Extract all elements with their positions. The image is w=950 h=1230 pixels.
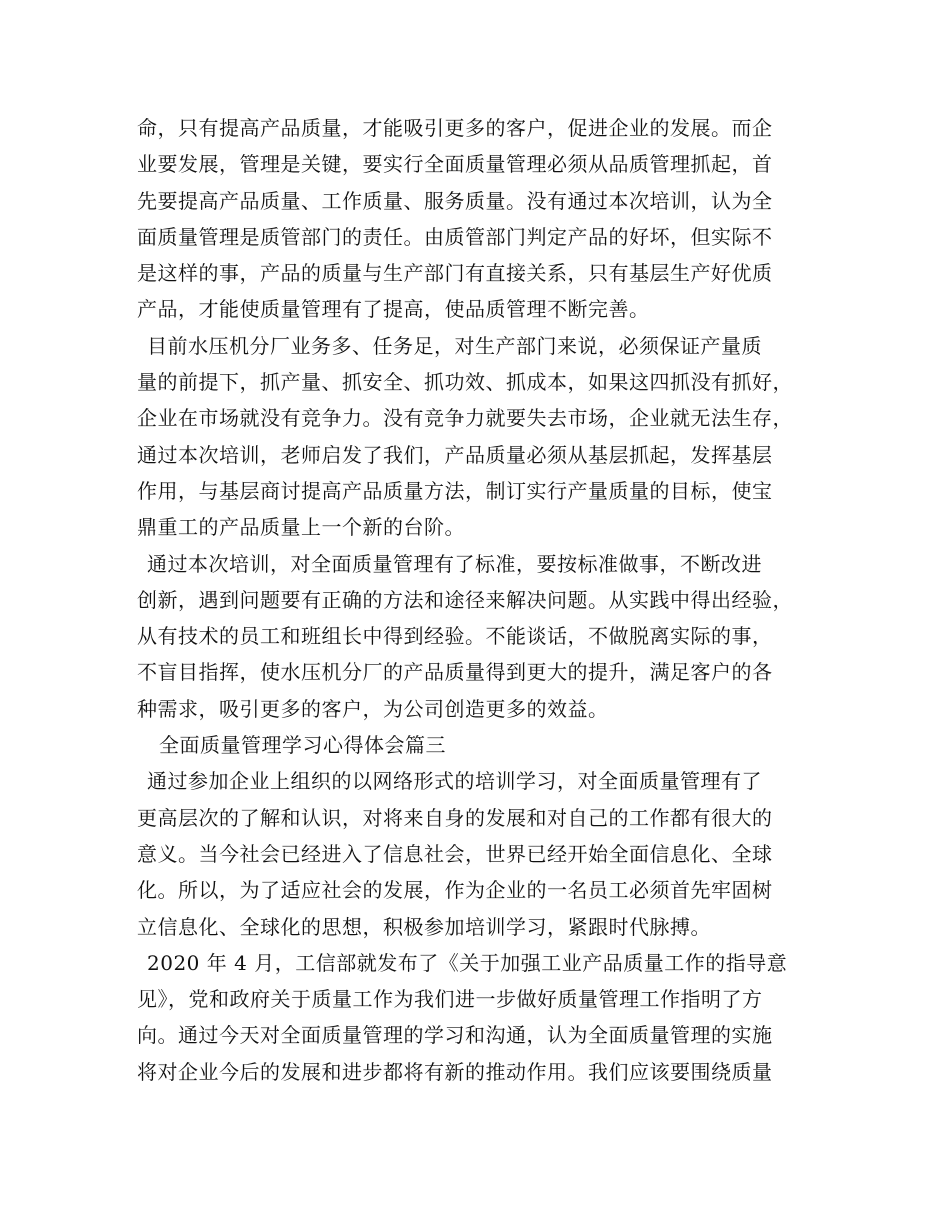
paragraph-line: 产品，才能使质量管理有了提高，使品质管理不断完善。 <box>137 297 650 322</box>
paragraph-line: 作用，与基层商讨提高产品质量方法，制订实行产量质量的目标，使宝 <box>137 478 773 503</box>
paragraph-line: 目前水压机分厂业务多、任务足，对生产部门来说，必须保证产量质 <box>147 333 762 358</box>
paragraph-line: 先要提高产品质量、工作质量、服务质量。没有通过本次培训，认为全 <box>137 188 773 213</box>
paragraph-line: 见》，党和政府关于质量工作为我们进一步做好质量管理工作指明了方 <box>137 987 763 1012</box>
paragraph-line: 更高层次的了解和认识，对将来自身的发展和对自己的工作都有很大的 <box>137 805 773 830</box>
paragraph-line: 立信息化、全球化的思想，积极参加培训学习，紧跟时代脉搏。 <box>137 914 711 939</box>
paragraph-line: 业要发展，管理是关键，要实行全面质量管理必须从品质管理抓起，首 <box>137 152 773 177</box>
paragraph-line: 是这样的事，产品的质量与生产部门有直接关系，只有基层生产好优质 <box>137 261 773 286</box>
paragraph-line: 向。通过今天对全面质量管理的学习和沟通，认为全面质量管理的实施 <box>137 1023 773 1048</box>
paragraph-line: 种需求，吸引更多的客户，为公司创造更多的效益。 <box>137 696 609 721</box>
paragraph-line: 将对企业今后的发展和进步都将有新的推动作用。我们应该要围绕质量 <box>137 1059 773 1084</box>
paragraph-line: 企业在市场就没有竞争力。没有竞争力就要失去市场，企业就无法生存， <box>137 406 793 431</box>
paragraph-line: 意义。当今社会已经进入了信息社会，世界已经开始全面信息化、全球 <box>137 841 773 866</box>
paragraph-line: 通过本次培训，老师启发了我们，产品质量必须从基层抓起，发挥基层 <box>137 442 773 467</box>
paragraph-line: 不盲目指挥，使水压机分厂的产品质量得到更大的提升，满足客户的各 <box>137 660 773 685</box>
section-heading: 全面质量管理学习心得体会篇三 <box>159 733 446 758</box>
paragraph-line: 通过参加企业上组织的以网络形式的培训学习，对全面质量管理有了 <box>147 769 762 794</box>
paragraph-line: 鼎重工的产品质量上一个新的台阶。 <box>137 515 465 540</box>
paragraph-line: 2020 年 4 月，工信部就发布了《关于加强工业产品质量工作的指导意 <box>147 950 788 975</box>
paragraph-line: 创新，遇到问题要有正确的方法和途径来解决问题。从实践中得出经验， <box>137 587 793 612</box>
paragraph-line: 化。所以，为了适应社会的发展，作为企业的一名员工必须首先牢固树 <box>137 878 773 903</box>
paragraph-line: 量的前提下，抓产量、抓安全、抓功效、抓成本，如果这四抓没有抓好， <box>137 370 793 395</box>
paragraph-line: 命，只有提高产品质量，才能吸引更多的客户，促进企业的发展。而企 <box>137 116 773 140</box>
document-body <box>137 110 817 1090</box>
paragraph-line: 通过本次培训，对全面质量管理有了标准，要按标准做事，不断改进 <box>147 551 762 576</box>
paragraph-line: 面质量管理是质管部门的责任。由质管部门判定产品的好坏，但实际不 <box>137 224 773 249</box>
paragraph-line: 从有技术的员工和班组长中得到经验。不能谈话，不做脱离实际的事， <box>137 624 773 649</box>
